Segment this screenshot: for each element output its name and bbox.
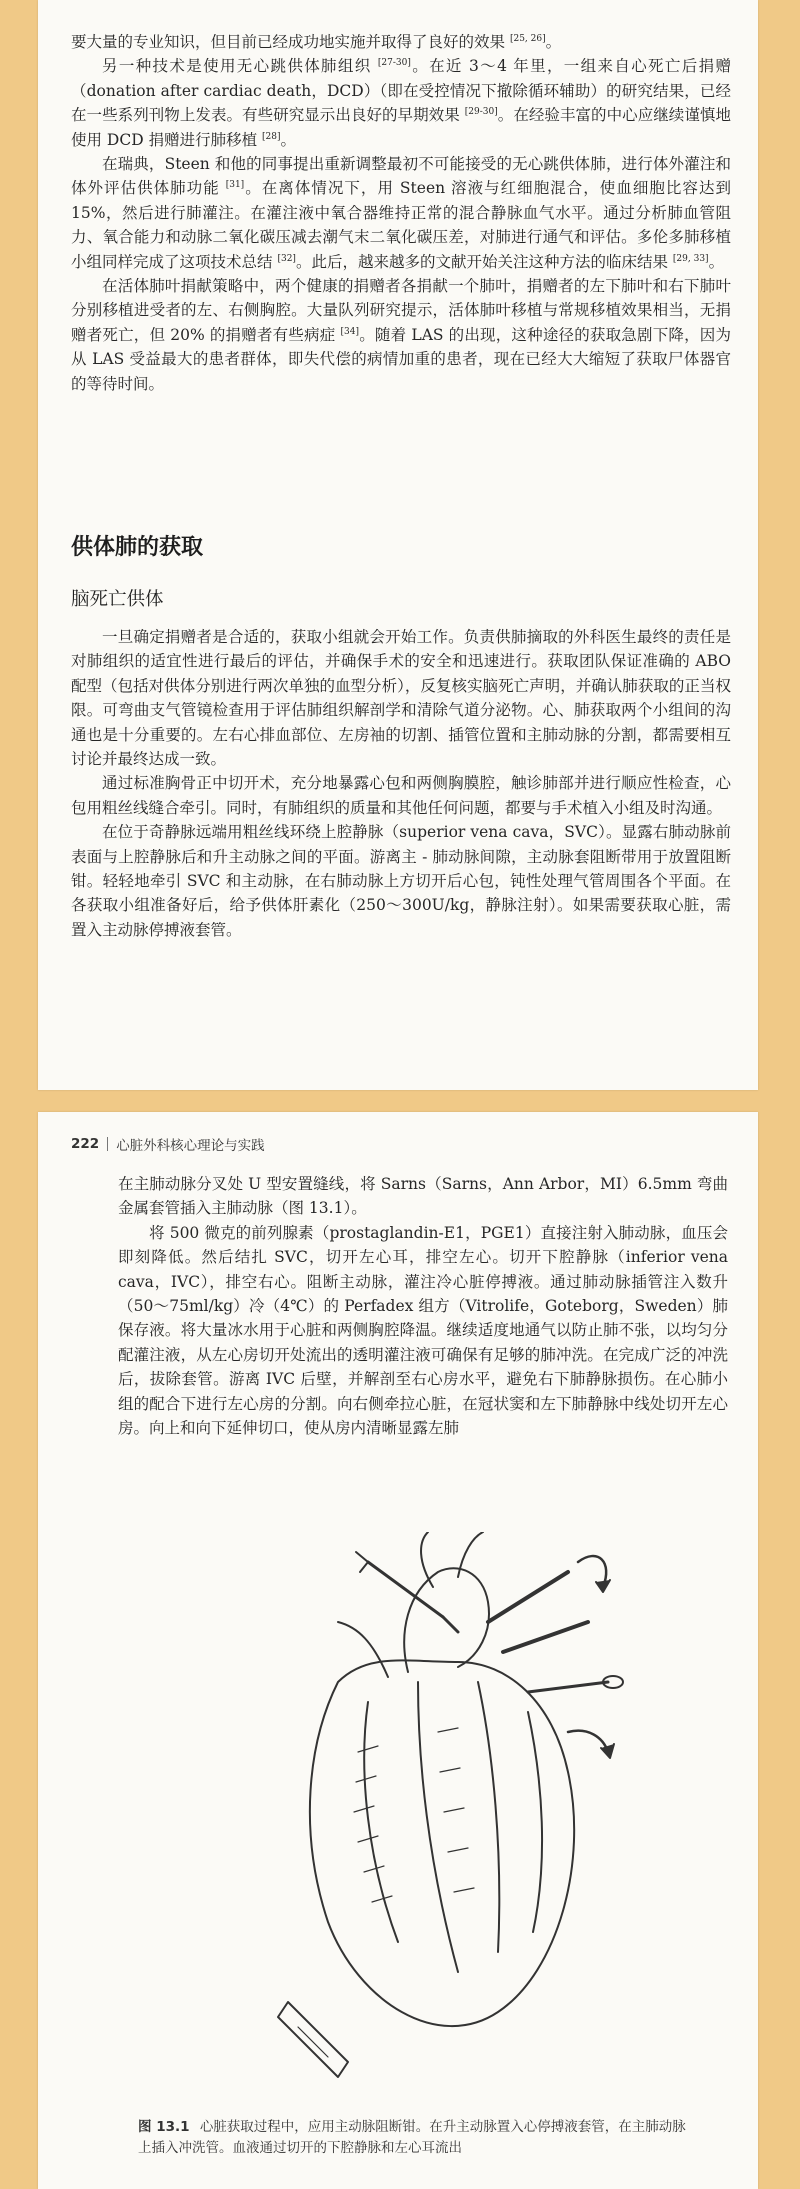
- page-bottom: [38, 1112, 758, 2189]
- paragraph-6: 通过标准胸骨正中切开术，充分地暴露心包和两侧胸膜腔，触诊肺部并进行顺应性检查，心包用粗丝线缝合牵引。同时，有肺组织的质量和其他任何问题，都要与手术植入小组及时沟通。: [71, 774, 731, 817]
- paragraph-9: 将 500 微克的前列腺素（prostaglandin-E1，PGE1）直接注射入肺动脉，血压会即刻降低。然后结扎 SVC，切开左心耳，排空左心。切开下腔静脉（inferior vena cava，IVC），排空右心。阻断主动脉，灌注冷心脏停搏液。通过肺动脉插管注入数升（50～75ml/kg）冷（4℃）的 Perfadex 组方（Vitrolife，Goteborg，Sweden）肺保存液。将大量冰水用于心脏和两侧胸腔降温。继续适度地通气以防止肺不张，以均匀分配灌注液，从左心房切开处流出的透明灌注液可确保有足够的肺冲洗。在完成广泛的冲洗后，拔除套管。游离 IVC 后壁，并解剖至右心房水平，避免右下肺静脉损伤。在心肺小组的配合下进行左心房的分割。向右侧牵拉心脏，在冠状窦和左下肺静脉中线处切开左心房。向上和向下延伸切口，使从房内清晰显露左肺: [118, 1223, 728, 1438]
- section-title: 供体肺的获取: [71, 535, 204, 560]
- header-divider: [107, 1137, 108, 1151]
- page-number: 222: [71, 1136, 100, 1152]
- paragraph-4: 在活体肺叶捐献策略中，两个健康的捐赠者各捐献一个肺叶，捐赠者的左下肺叶和右下肺叶分别移植进受者的左、右侧胸腔。大量队列研究提示，活体肺叶移植与常规移植效果相当，无捐赠者死亡，但 20% 的捐赠者有些病症 [34]。随着 LAS 的出现，这种途径的获取急剧下降，因为从 LAS 受益最大的患者群体，即失代偿的病情加重的患者，现在已经大大缩短了获取尸体器官的等待时间。: [71, 277, 731, 393]
- paragraph-7: 在位于奇静脉远端用粗丝线环绕上腔静脉（superior vena cava，SVC）。显露右肺动脉前表面与上腔静脉后和升主动脉之间的平面。游离主 - 肺动脉间隙，主动脉套阻断带用于放置阻断钳。轻轻地牵引 SVC 和主动脉，在右肺动脉上方切开后心包，钝性处理气管周围各个平面。在各获取小组准备好后，给予供体肝素化（250～300U/kg，静脉注射）。如果需要获取心脏，需置入主动脉停搏液套管。: [71, 823, 731, 939]
- page-bottom-body: [118, 1172, 728, 1440]
- subsection-title: 脑死亡供体: [71, 589, 164, 610]
- running-header: [71, 1134, 265, 1154]
- figure-caption-text: 心脏获取过程中，应用主动脉阻断钳。在升主动脉置入心停搏液套管，在主肺动脉上插入冲洗管。血液通过切开的下腔静脉和左心耳流出: [138, 2119, 686, 2156]
- section-heading: [71, 530, 203, 561]
- heart-procurement-illustration: [268, 1532, 628, 2092]
- paragraph-5: 一旦确定捐赠者是合适的，获取小组就会开始工作。负责供肺摘取的外科医生最终的责任是对肺组织的适宜性进行最后的评估，并确保手术的安全和迅速进行。获取团队保证准确的 ABO 配型（包括对供体分别进行两次单独的血型分析），反复核实脑死亡声明，并确认肺获取的正当权限。可弯曲支气管镜检查用于评估肺组织解剖学和清除气道分泌物。心、肺获取两个小组间的沟通也是十分重要的。左右心排血部位、左房袖的切割、插管位置和主肺动脉的分割，都需要相互讨论并最终达成一致。: [71, 628, 731, 769]
- subsection-heading: [71, 585, 164, 611]
- paragraph-3: 在瑞典，Steen 和他的同事提出重新调整最初不可能接受的无心跳供体肺，进行体外灌注和体外评估供体肺功能 [31]。在离体情况下，用 Steen 溶液与红细胞混合，使血细胞比容达到 15%，然后进行肺灌注。在灌注液中氧合器维持正常的混合静脉血气水平。通过分析肺血管阻力、氧合能力和动脉二氧化碳压减去潮气末二氧化碳压差，对肺进行通气和评估。多伦多肺移植小组同样完成了这项技术总结 [32]。此后，越来越多的文献开始关注这种方法的临床结果 [29, 33]。: [71, 155, 731, 271]
- paragraph-1: 要大量的专业知识，但目前已经成功地实施并取得了良好的效果 [25, 26]。: [71, 33, 562, 51]
- running-title: 心脏外科核心理论与实践: [116, 1138, 265, 1154]
- heart-outline: [310, 1660, 574, 2026]
- page-top-body-2: [71, 625, 731, 942]
- figure-caption: [138, 2117, 698, 2159]
- paragraph-2: 另一种技术是使用无心跳供体肺组织 [27-30]。在近 3～4 年里，一组来自心死亡后捐赠（donation after cardiac death，DCD）（即在受控情况下撤除循环辅助）的研究结果，已经在一些系列刊物上发表。有些研究显示出良好的早期效果 [29-30]。在经验丰富的中心应继续谨慎地使用 DCD 捐赠进行肺移植 [28]。: [71, 57, 731, 149]
- page-top-body: [71, 30, 731, 396]
- figure-label: 图 13.1: [138, 2119, 190, 2135]
- page-top: [38, 0, 758, 1090]
- paragraph-8: 在主肺动脉分叉处 U 型安置缝线，将 Sarns（Sarns，Ann Arbor，MI）6.5mm 弯曲金属套管插入主肺动脉（图 13.1）。: [118, 1175, 728, 1218]
